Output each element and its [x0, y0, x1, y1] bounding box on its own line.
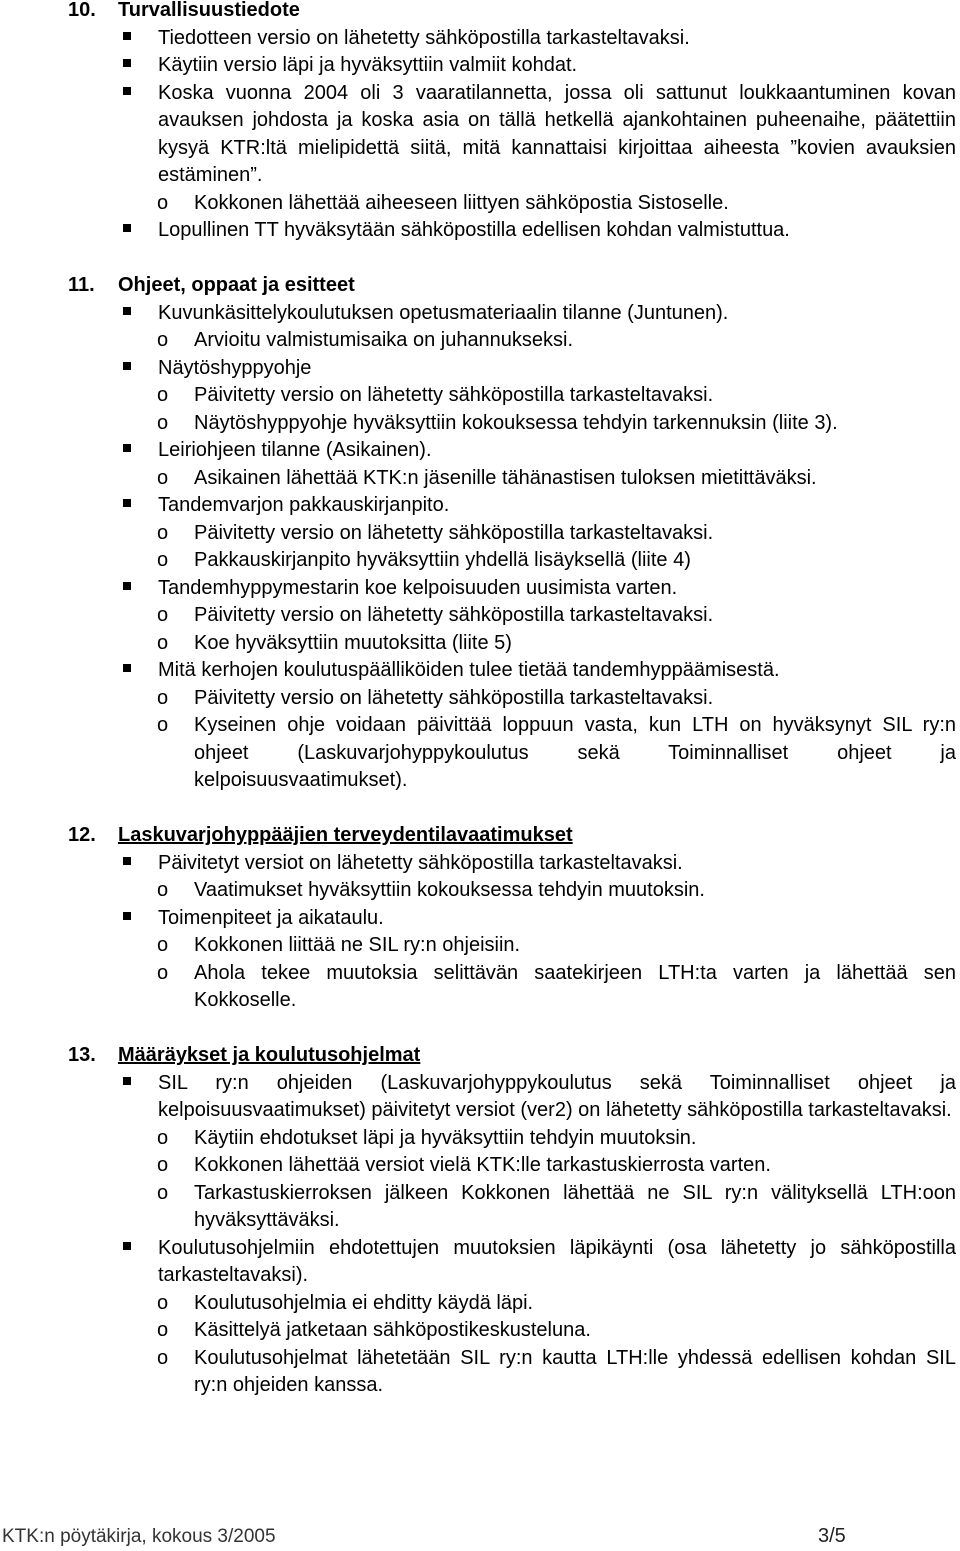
item-text: Päivitetty versio on lähetetty sähköpostilla tarkasteltavaksi.: [194, 521, 714, 544]
bullet-item: [0, 1070, 960, 1125]
section: [0, 272, 960, 795]
item-text: SIL ry:n ohjeiden (Laskuvarjohyppykoulutus sekä Toiminnalliset ohjeet ja kelpoisuusvaatimukset) päivitetyt versiot (ver2) on lähetetty sähköpostilla tarkasteltavaksi.: [158, 1071, 956, 1121]
item-text: Tarkastuskierroksen jälkeen Kokkonen lähettää ne SIL ry:n välityksellä LTH:oon hyväksyttäväksi.: [194, 1181, 956, 1231]
item-text: Lopullinen TT hyväksytään sähköpostilla edellisen kohdan valmistuttua.: [158, 219, 790, 241]
sub-bullet-marker: o: [157, 1346, 169, 1369]
item-text: Koulutusohjelmat lähetetään SIL ry:n kautta LTH:lle yhdessä edellisen kohdan SIL ry:n ohjeiden kanssa.: [194, 1346, 956, 1396]
item-text: Käytiin versio läpi ja hyväksyttiin valmiit kohdat.: [158, 54, 578, 76]
sub-bullet-item: [0, 465, 960, 493]
item-text: Näytöshyppyohje hyväksyttiin kokouksessa tehdyin tarkennuksin (liite 3).: [194, 411, 838, 434]
item-text: Kokkonen liittää ne SIL ry:n ohjeisiin.: [194, 934, 521, 956]
square-bullet-icon: [123, 850, 158, 878]
bullet-item: [0, 437, 960, 465]
sub-bullet-item: [0, 382, 960, 410]
item-text: Päivitetyt versiot on lähetetty sähköpostilla tarkasteltavaksi.: [158, 851, 683, 874]
section: [0, 1042, 960, 1400]
sub-bullet-marker: o: [157, 411, 169, 434]
square-bullet-icon: [123, 52, 158, 80]
bullet-item: [0, 1235, 960, 1290]
item-text: Päivitetty versio on lähetetty sähköpostilla tarkasteltavaksi.: [194, 686, 714, 709]
footer-document-title: KTK:n pöytäkirja, kokous 3/2005: [2, 1526, 276, 1547]
item-text: Asikainen lähettää KTK:n jäsenille tähänastisen tuloksen mietittäväksi.: [194, 466, 817, 489]
item-text: Toimenpiteet ja aikataulu.: [158, 906, 384, 929]
square-bullet-icon: [123, 1235, 158, 1290]
sub-bullet-marker: o: [157, 686, 169, 709]
sub-bullet-item: [0, 1125, 960, 1153]
square-bullet-icon: [123, 575, 158, 603]
item-text: Ahola tekee muutoksia selittävän saatekirjeen LTH:ta varten ja lähettää sen Kokkoselle.: [194, 961, 956, 1011]
bullet-item: [0, 217, 960, 245]
sub-bullet-marker: o: [157, 191, 169, 214]
sub-bullet-item: [0, 712, 960, 795]
item-text: Vaatimukset hyväksyttiin kokouksessa tehdyin muutoksin.: [194, 879, 705, 901]
item-text: Arvioitu valmistumisaika on juhannukseksi.: [194, 329, 574, 351]
page-footer: [0, 1520, 960, 1550]
item-text: Kyseinen ohje voidaan päivittää loppuun vasta, kun LTH on hyväksynyt SIL ry:n ohjeet (Laskuvarjohyppykoulutus sekä Toiminnalliset ohjeet ja kelpoisuusvaatimukset).: [194, 714, 956, 791]
section-heading: [0, 1042, 960, 1070]
item-text: Tiedotteen versio on lähetetty sähköpostilla tarkasteltavaksi.: [158, 26, 690, 49]
sub-bullet-marker: o: [157, 934, 169, 956]
item-text: Koe hyväksyttiin muutoksitta (liite 5): [194, 631, 512, 654]
sub-bullet-item: [0, 327, 960, 355]
sub-bullet-marker: o: [157, 961, 169, 984]
section: [0, 822, 960, 1015]
bullet-item: [0, 657, 960, 685]
sub-bullet-marker: o: [157, 1291, 169, 1314]
section-title: Ohjeet, oppaat ja esitteet: [118, 274, 355, 296]
sub-bullet-marker: o: [157, 466, 169, 489]
sub-bullet-marker: o: [157, 879, 169, 901]
bullet-item: [0, 575, 960, 603]
section: [0, 0, 960, 245]
sub-bullet-marker: o: [157, 1181, 169, 1204]
item-text: Päivitetty versio on lähetetty sähköpostilla tarkasteltavaksi.: [194, 384, 714, 406]
item-text: Käytiin ehdotukset läpi ja hyväksyttiin tehdyin muutoksin.: [194, 1126, 697, 1149]
sub-bullet-item: [0, 410, 960, 438]
sub-bullet-marker: o: [157, 384, 169, 406]
footer-page-number: 3/5: [818, 1525, 846, 1547]
sub-bullet-item: [0, 877, 960, 905]
bullet-item: [0, 80, 960, 190]
square-bullet-icon: [123, 355, 158, 383]
bullet-item: [0, 355, 960, 383]
bullet-item: [0, 52, 960, 80]
section-heading: [0, 0, 960, 25]
item-text: Koulutusohjelmia ei ehditty käydä läpi.: [194, 1291, 534, 1314]
square-bullet-icon: [123, 1070, 158, 1125]
sub-bullet-item: [0, 685, 960, 713]
square-bullet-icon: [123, 905, 158, 933]
sub-bullet-marker: o: [157, 631, 169, 654]
item-text: Kokkonen lähettää aiheeseen liittyen sähköpostia Sistoselle.: [194, 191, 729, 214]
sub-bullet-item: [0, 1345, 960, 1400]
square-bullet-icon: [123, 492, 158, 520]
sub-bullet-item: [0, 1152, 960, 1180]
bullet-item: [0, 905, 960, 933]
sub-bullet-item: [0, 602, 960, 630]
square-bullet-icon: [123, 300, 158, 328]
sub-bullet-marker: o: [157, 329, 169, 351]
item-text: Pakkauskirjanpito hyväksyttiin yhdellä lisäyksellä (liite 4): [194, 549, 691, 571]
sub-bullet-item: [0, 547, 960, 575]
bullet-item: [0, 492, 960, 520]
sub-bullet-item: [0, 960, 960, 1015]
sub-bullet-marker: o: [157, 714, 169, 736]
bullet-item: [0, 25, 960, 53]
item-text: Tandemvarjon pakkauskirjanpito.: [158, 494, 450, 516]
square-bullet-icon: [123, 437, 158, 465]
item-text: Käsittelyä jatketaan sähköpostikeskusteluna.: [194, 1319, 591, 1341]
sub-bullet-marker: o: [157, 549, 169, 571]
item-text: Kuvunkäsittelykoulutuksen opetusmateriaalin tilanne (Juntunen).: [158, 301, 729, 324]
sub-bullet-item: [0, 1180, 960, 1235]
item-text: Mitä kerhojen koulutuspäälliköiden tulee tietää tandemhyppäämisestä.: [158, 659, 780, 681]
sub-bullet-marker: o: [157, 521, 169, 544]
square-bullet-icon: [123, 657, 158, 685]
sub-bullet-marker: o: [157, 1154, 169, 1176]
square-bullet-icon: [123, 217, 158, 245]
section-number: 13.: [68, 1044, 96, 1066]
sub-bullet-item: [0, 520, 960, 548]
section-number: 11.: [68, 274, 95, 296]
section-title: Määräykset ja koulutusohjelmat: [118, 1044, 421, 1066]
item-text: Tandemhyppymestarin koe kelpoisuuden uusimista varten.: [158, 576, 678, 599]
sub-bullet-item: [0, 190, 960, 218]
item-text: Leiriohjeen tilanne (Asikainen).: [158, 439, 432, 461]
bullet-item: [0, 300, 960, 328]
section-title: Turvallisuustiedote: [118, 0, 300, 21]
sub-bullet-marker: o: [157, 1319, 169, 1341]
item-text: Kokkonen lähettää versiot vielä KTK:lle tarkastuskierrosta varten.: [194, 1154, 771, 1176]
item-text: Koska vuonna 2004 oli 3 vaaratilannetta, jossa oli sattunut loukkaantuminen kovan avauksen johdosta ja koska asia on tällä hetkellä ajankohtainen puheenaihe, päätettiin kysyä KTR:ltä mielipidettä siitä, mitä kannattaisi kirjoittaa aiheesta ”kovien avauksien estäminen”.: [158, 81, 956, 186]
square-bullet-icon: [123, 25, 158, 53]
sub-bullet-marker: o: [157, 1126, 169, 1149]
section-heading: [0, 822, 960, 850]
sub-bullet-item: [0, 630, 960, 658]
sub-bullet-item: [0, 932, 960, 960]
square-bullet-icon: [123, 80, 158, 190]
item-text: Päivitetty versio on lähetetty sähköpostilla tarkasteltavaksi.: [194, 604, 714, 626]
item-text: Näytöshyppyohje: [158, 356, 312, 379]
item-text: Koulutusohjelmiin ehdotettujen muutoksien läpikäynti (osa lähetetty jo sähköpostilla tarkasteltavaksi).: [158, 1236, 956, 1286]
sub-bullet-item: [0, 1290, 960, 1318]
sub-bullet-marker: o: [157, 604, 169, 626]
section-heading: [0, 272, 960, 300]
bullet-item: [0, 850, 960, 878]
sub-bullet-item: [0, 1317, 960, 1345]
section-title: Laskuvarjohyppääjien terveydentilavaatimukset: [118, 824, 573, 846]
section-number: 10.: [68, 0, 96, 21]
section-number: 12.: [68, 824, 96, 846]
